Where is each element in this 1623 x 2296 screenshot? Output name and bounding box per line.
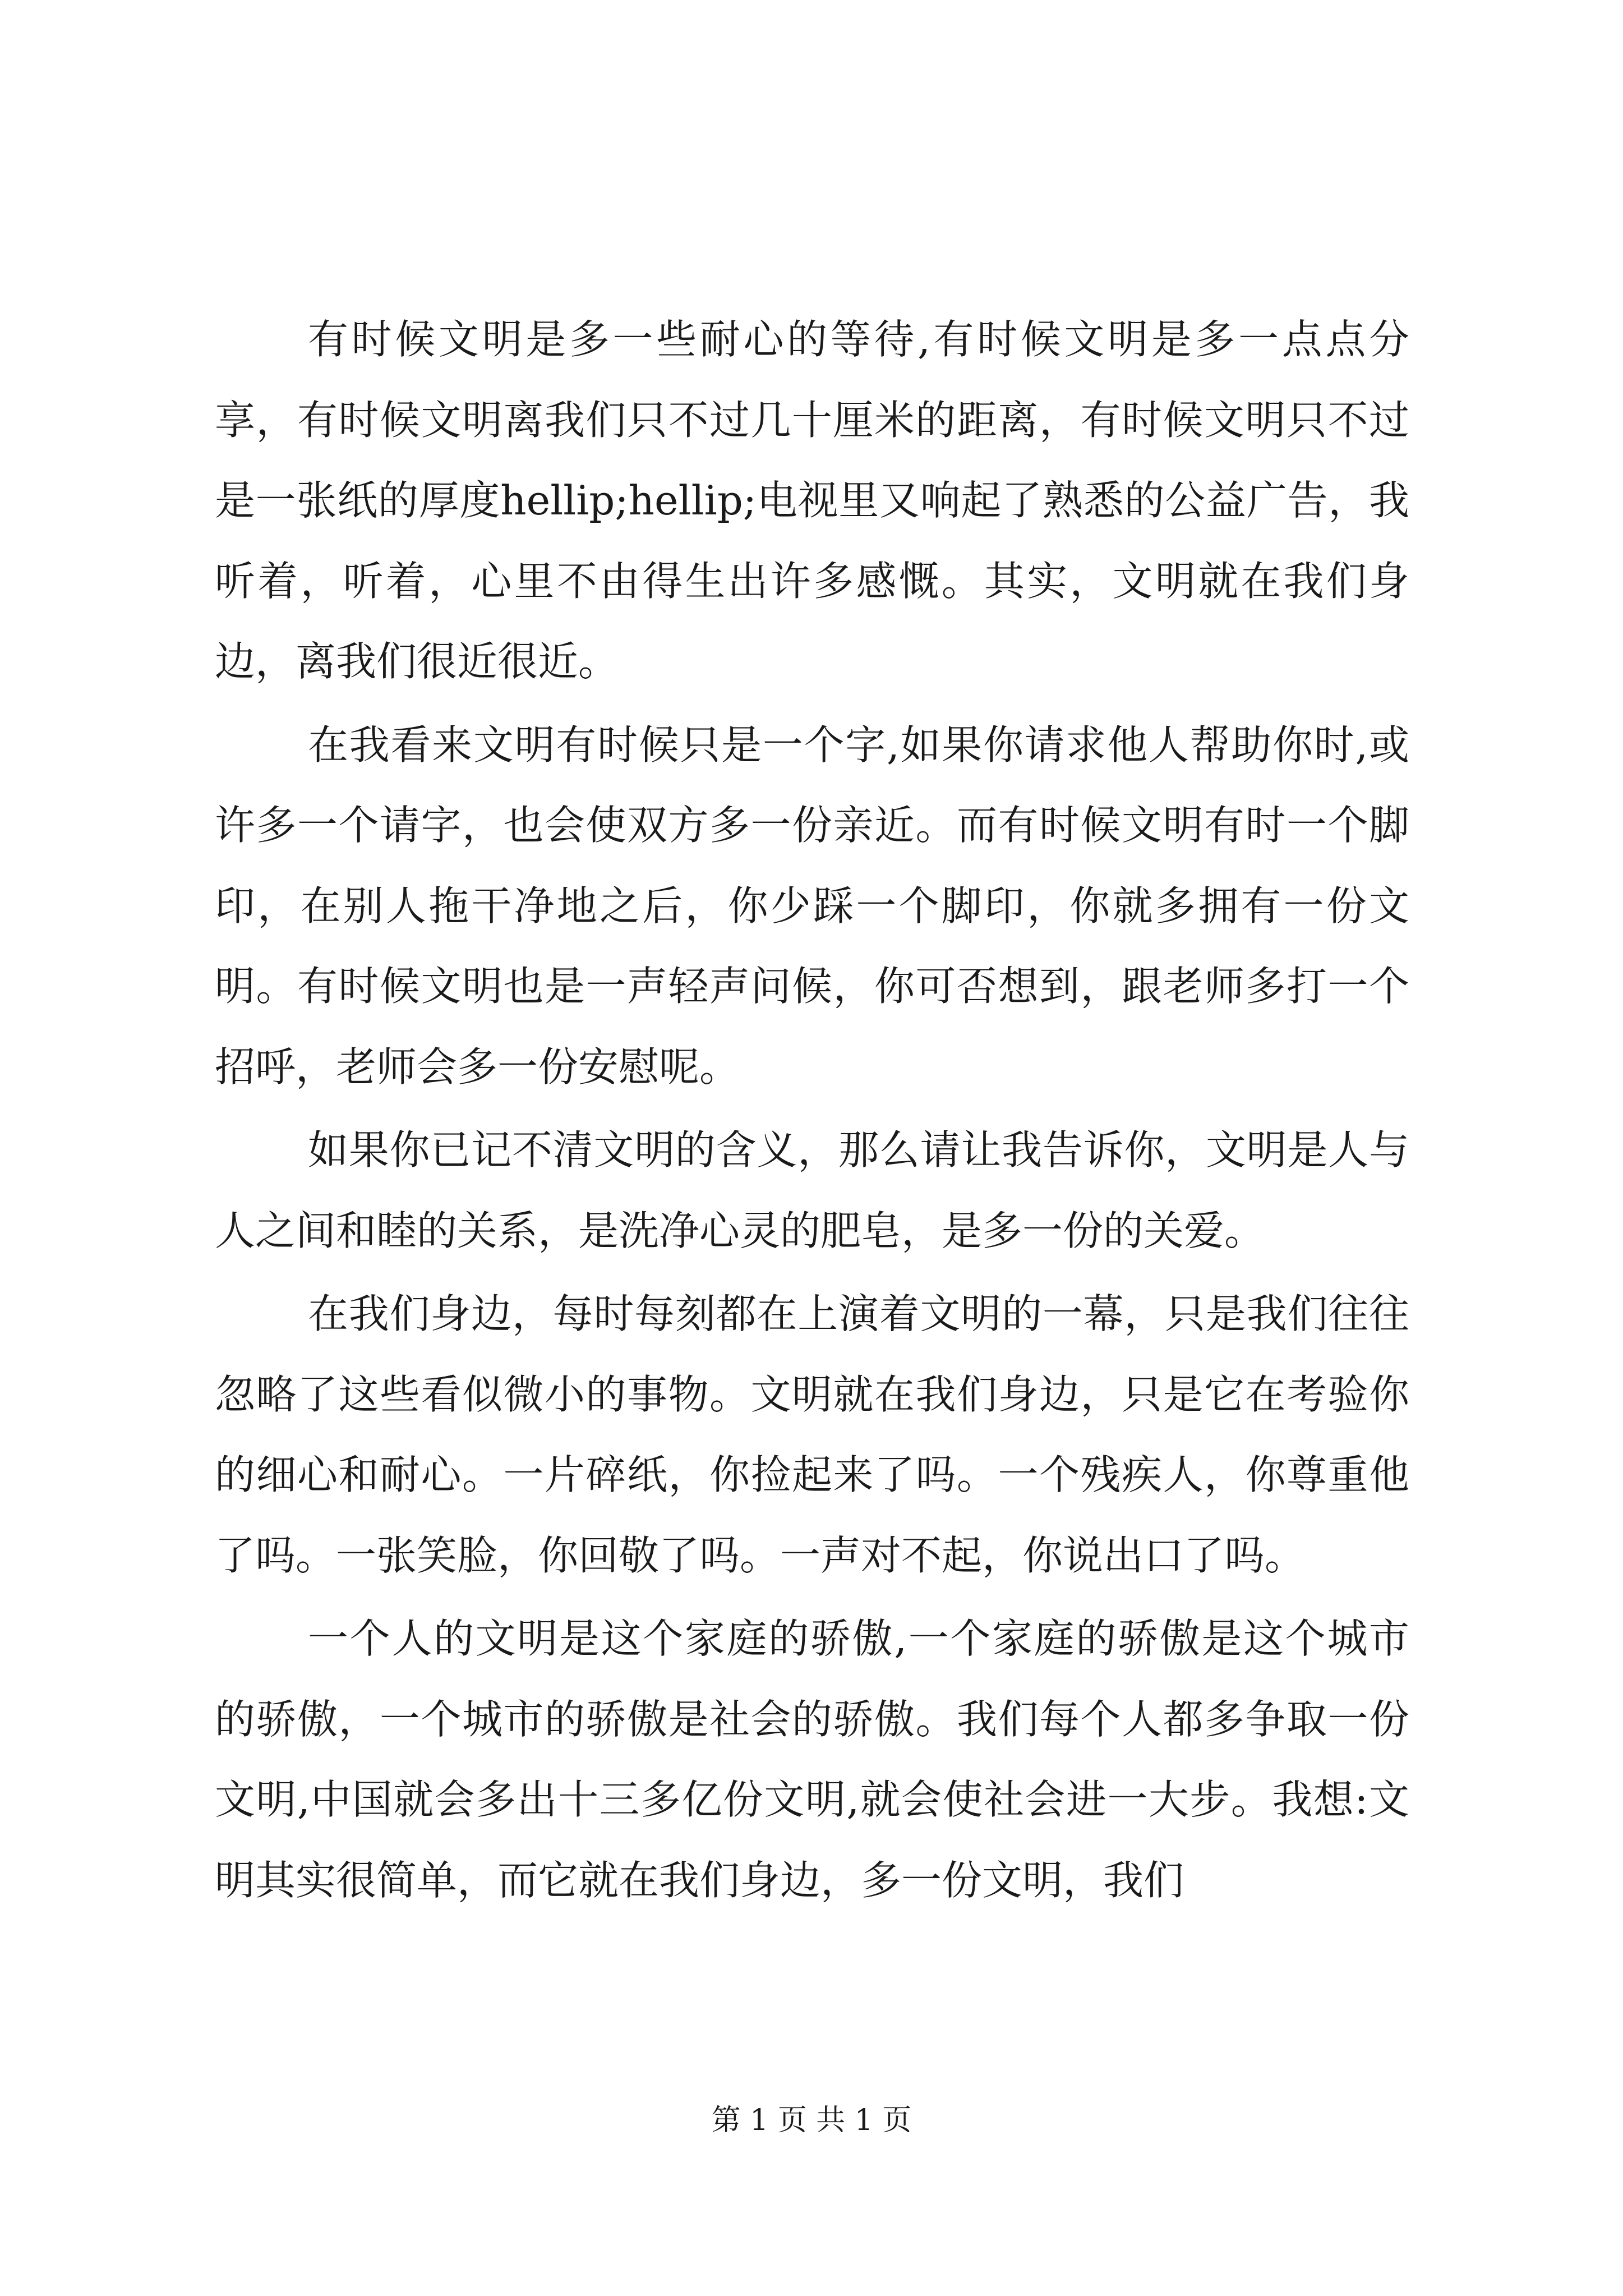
page-footer — [0, 2101, 1623, 2140]
paragraph-3: 如果你已记不清文明的含义，那么请让我告诉你，文明是人与人之间和睦的关系，是洗净心灵的肥皂，是多一份的关爱。 — [215, 1126, 1409, 1254]
paragraph-2: 在我看来文明有时候只是一个字,如果你请求他人帮助你时,或许多一个请字，也会使双方多一份亲近。而有时候文明有时一个脚印，在别人拖干净地之后，你少踩一个脚印，你就多拥有一份文明。有时候文明也是一声轻声问候，你可否想到，跟老师多打一个招呼，老师会多一份安慰呢。 — [215, 721, 1409, 1091]
paragraph-1: 有时候文明是多一些耐心的等待,有时候文明是多一点点分享，有时候文明离我们只不过几十厘米的距离，有时候文明只不过是一张纸的厚度hellip;hellip;电视里又响起了熟悉的公益广告，我听着，听着，心里不由得生出许多感慨。其实，文明就在我们身边，离我们很近很近。 — [215, 316, 1409, 685]
paragraph-5: 一个人的文明是这个家庭的骄傲,一个家庭的骄傲是这个城市的骄傲，一个城市的骄傲是社会的骄傲。我们每个人都多争取一份文明,中国就会多出十三多亿份文明,就会使社会进一大步。我想:文明其实很简单，而它就在我们身边，多一份文明，我们 — [215, 1615, 1409, 1904]
document-body — [215, 300, 1409, 1924]
paragraph-4: 在我们身边，每时每刻都在上演着文明的一幕，只是我们往往忽略了这些看似微小的事物。文明就在我们身边，只是它在考验你的细心和耐心。一片碎纸，你捡起来了吗。一个残疾人，你尊重他了吗。一张笑脸，你回敬了吗。一声对不起，你说出口了吗。 — [215, 1290, 1409, 1579]
page-number-label: 第 1 页 共 1 页 — [711, 2104, 912, 2137]
